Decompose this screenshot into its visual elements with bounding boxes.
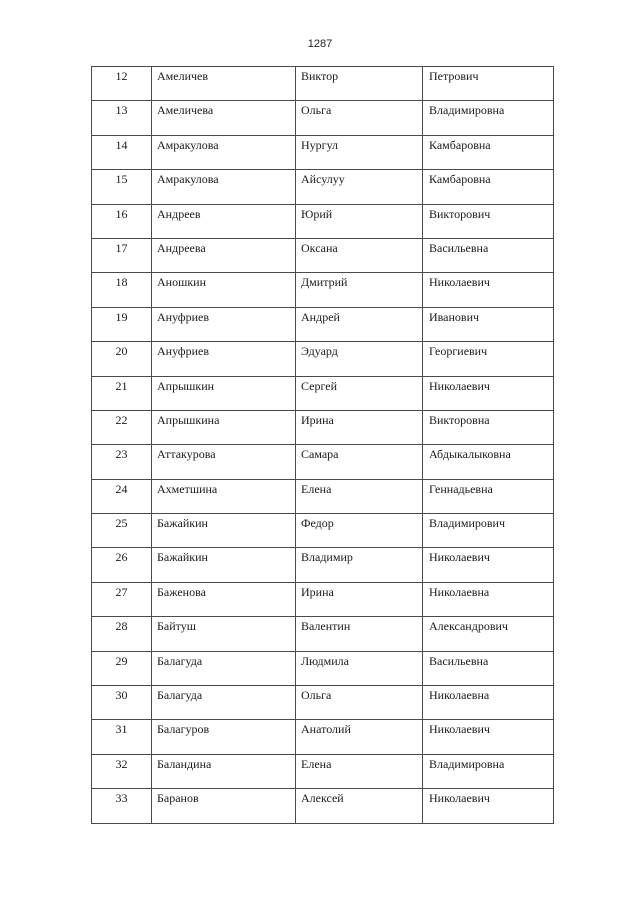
first-name-cell-text: Самара [301,447,339,462]
row-number-cell [92,238,152,272]
patronymic-cell-text: Викторовна [429,412,490,427]
row-number-cell-text: 29 [115,653,128,668]
surname-cell [152,548,296,582]
surname-cell-text: Аттакурова [157,447,216,462]
patronymic-cell-text: Владимировна [429,103,505,118]
first-name-cell [296,135,423,169]
first-name-cell [296,170,423,204]
surname-cell [152,101,296,135]
patronymic-cell-text: Владимирович [429,516,505,531]
table-row [92,67,554,101]
first-name-cell [296,238,423,272]
patronymic-cell [423,376,554,410]
row-number-cell [92,754,152,788]
page-number: 1287 [307,38,333,50]
first-name-cell-text: Нургул [301,137,339,152]
first-name-cell [296,307,423,341]
first-name-cell-text: Алексей [301,791,344,806]
surname-cell-text: Апрышкин [157,378,215,393]
first-name-cell [296,204,423,238]
first-name-cell [296,651,423,685]
surname-cell-text: Амракулова [157,137,219,152]
table-row [92,720,554,754]
row-number-cell [92,686,152,720]
first-name-cell [296,754,423,788]
row-number-cell [92,135,152,169]
table-row [92,101,554,135]
surname-cell [152,789,296,823]
patronymic-cell [423,170,554,204]
first-name-cell [296,514,423,548]
first-name-cell-text: Оксана [301,240,338,255]
surname-cell [152,238,296,272]
surname-cell-text: Ахметшина [157,481,218,496]
row-number-cell [92,170,152,204]
patronymic-cell [423,686,554,720]
surname-cell-text: Баландина [157,756,212,771]
row-number-cell-text: 20 [115,344,128,359]
patronymic-cell [423,514,554,548]
surname-cell-text: Амракулова [157,172,219,187]
surname-cell [152,754,296,788]
patronymic-cell [423,238,554,272]
first-name-cell-text: Эдуард [301,344,338,359]
patronymic-cell [423,410,554,444]
name-register-body [92,67,554,824]
patronymic-cell [423,67,554,101]
patronymic-cell-text: Иванович [429,309,480,324]
surname-cell-text: Апрышкина [157,412,220,427]
surname-cell [152,582,296,616]
first-name-cell-text: Федор [301,516,334,531]
patronymic-cell [423,445,554,479]
first-name-cell-text: Дмитрий [301,275,348,290]
row-number-cell [92,445,152,479]
row-number-cell [92,101,152,135]
first-name-cell [296,789,423,823]
row-number-cell [92,307,152,341]
patronymic-cell [423,307,554,341]
first-name-cell-text: Ирина [301,412,334,427]
row-number-cell-text: 26 [115,550,128,565]
patronymic-cell [423,273,554,307]
patronymic-cell [423,204,554,238]
first-name-cell-text: Ольга [301,688,332,703]
patronymic-cell [423,101,554,135]
table-row [92,204,554,238]
row-number-cell-text: 22 [115,412,128,427]
first-name-cell-text: Людмила [301,653,349,668]
patronymic-cell-text: Васильевна [429,240,489,255]
row-number-cell-text: 16 [115,206,128,221]
patronymic-cell [423,135,554,169]
patronymic-cell-text: Николаевич [429,791,490,806]
surname-cell-text: Андреев [157,206,201,221]
patronymic-cell-text: Владимировна [429,756,505,771]
surname-cell-text: Баранов [157,791,199,806]
row-number-cell [92,720,152,754]
table-row [92,342,554,376]
row-number-cell [92,582,152,616]
row-number-cell [92,548,152,582]
table-row [92,789,554,823]
patronymic-cell-text: Николаевич [429,378,490,393]
first-name-cell [296,342,423,376]
table-row [92,445,554,479]
surname-cell [152,342,296,376]
surname-cell [152,479,296,513]
patronymic-cell-text: Васильевна [429,653,489,668]
first-name-cell-text: Сергей [301,378,337,393]
surname-cell-text: Бажайкин [157,550,208,565]
first-name-cell [296,273,423,307]
row-number-cell-text: 30 [115,688,128,703]
surname-cell [152,617,296,651]
table-row [92,238,554,272]
table-row [92,479,554,513]
surname-cell [152,686,296,720]
table-row [92,686,554,720]
surname-cell-text: Байтуш [157,619,196,634]
patronymic-cell [423,617,554,651]
surname-cell [152,204,296,238]
table-row [92,651,554,685]
row-number-cell-text: 18 [115,275,128,290]
patronymic-cell [423,479,554,513]
surname-cell [152,410,296,444]
surname-cell-text: Ануфриев [157,309,209,324]
name-register-table [91,66,554,824]
surname-cell [152,307,296,341]
patronymic-cell [423,754,554,788]
patronymic-cell-text: Николаевич [429,722,490,737]
patronymic-cell-text: Николаевна [429,584,490,599]
patronymic-cell-text: Николаевна [429,688,490,703]
row-number-cell [92,789,152,823]
surname-cell-text: Ануфриев [157,344,209,359]
row-number-cell-text: 14 [115,137,128,152]
patronymic-cell [423,720,554,754]
surname-cell-text: Аношкин [157,275,207,290]
row-number-cell-text: 21 [115,378,128,393]
patronymic-cell-text: Георгиевич [429,344,488,359]
row-number-cell-text: 12 [115,69,128,83]
surname-cell [152,376,296,410]
patronymic-cell [423,789,554,823]
surname-cell [152,135,296,169]
first-name-cell-text: Анатолий [301,722,351,737]
first-name-cell-text: Айсулуу [301,172,345,187]
first-name-cell [296,548,423,582]
surname-cell-text: Баженова [157,584,206,599]
first-name-cell-text: Владимир [301,550,353,565]
first-name-cell-text: Ирина [301,584,334,599]
surname-cell-text: Балагуда [157,653,203,668]
row-number-cell [92,410,152,444]
surname-cell [152,273,296,307]
row-number-cell-text: 15 [115,172,128,187]
row-number-cell-text: 17 [115,240,128,255]
patronymic-cell [423,582,554,616]
first-name-cell-text: Юрий [301,206,333,221]
first-name-cell-text: Андрей [301,309,340,324]
first-name-cell-text: Елена [301,756,332,771]
surname-cell-text: Андреева [157,240,206,255]
row-number-cell [92,479,152,513]
first-name-cell [296,410,423,444]
patronymic-cell-text: Викторович [429,206,491,221]
first-name-cell [296,582,423,616]
table-row [92,410,554,444]
table-row [92,548,554,582]
patronymic-cell-text: Николаевич [429,550,490,565]
row-number-cell-text: 13 [115,103,128,118]
patronymic-cell-text: Камбаровна [429,137,491,152]
row-number-cell-text: 19 [115,309,128,324]
table-row [92,273,554,307]
table-row [92,582,554,616]
first-name-cell [296,617,423,651]
table-row [92,376,554,410]
patronymic-cell [423,342,554,376]
surname-cell-text: Балагуда [157,688,203,703]
row-number-cell-text: 28 [115,619,128,634]
row-number-cell [92,514,152,548]
first-name-cell-text: Ольга [301,103,332,118]
row-number-cell-text: 32 [115,756,128,771]
first-name-cell-text: Виктор [301,69,339,83]
surname-cell [152,651,296,685]
table-row [92,754,554,788]
table-row [92,170,554,204]
first-name-cell [296,376,423,410]
first-name-cell-text: Елена [301,481,332,496]
patronymic-cell-text: Камбаровна [429,172,491,187]
patronymic-cell [423,548,554,582]
row-number-cell [92,342,152,376]
row-number-cell-text: 33 [115,791,128,806]
row-number-cell [92,273,152,307]
patronymic-cell-text: Геннадьевна [429,481,493,496]
surname-cell [152,514,296,548]
table-row [92,135,554,169]
row-number-cell [92,617,152,651]
surname-cell [152,445,296,479]
first-name-cell [296,67,423,101]
row-number-cell [92,376,152,410]
surname-cell [152,720,296,754]
first-name-cell [296,720,423,754]
row-number-cell-text: 25 [115,516,128,531]
patronymic-cell-text: Николаевич [429,275,490,290]
surname-cell [152,67,296,101]
first-name-cell [296,445,423,479]
first-name-cell [296,686,423,720]
row-number-cell-text: 23 [115,447,128,462]
patronymic-cell-text: Петрович [429,69,479,83]
first-name-cell-text: Валентин [301,619,351,634]
row-number-cell-text: 24 [115,481,128,496]
patronymic-cell [423,651,554,685]
first-name-cell [296,479,423,513]
surname-cell-text: Балагуров [157,722,210,737]
patronymic-cell-text: Александрович [429,619,508,634]
surname-cell-text: Амеличева [157,103,214,118]
row-number-cell [92,204,152,238]
table-row [92,514,554,548]
surname-cell-text: Амеличев [157,69,209,83]
row-number-cell-text: 27 [115,584,128,599]
table-row [92,617,554,651]
surname-cell-text: Бажайкин [157,516,208,531]
row-number-cell-text: 31 [115,722,128,737]
row-number-cell [92,651,152,685]
patronymic-cell-text: Абдыкалыковна [429,447,511,462]
table-row [92,307,554,341]
row-number-cell [92,67,152,101]
surname-cell [152,170,296,204]
first-name-cell [296,101,423,135]
